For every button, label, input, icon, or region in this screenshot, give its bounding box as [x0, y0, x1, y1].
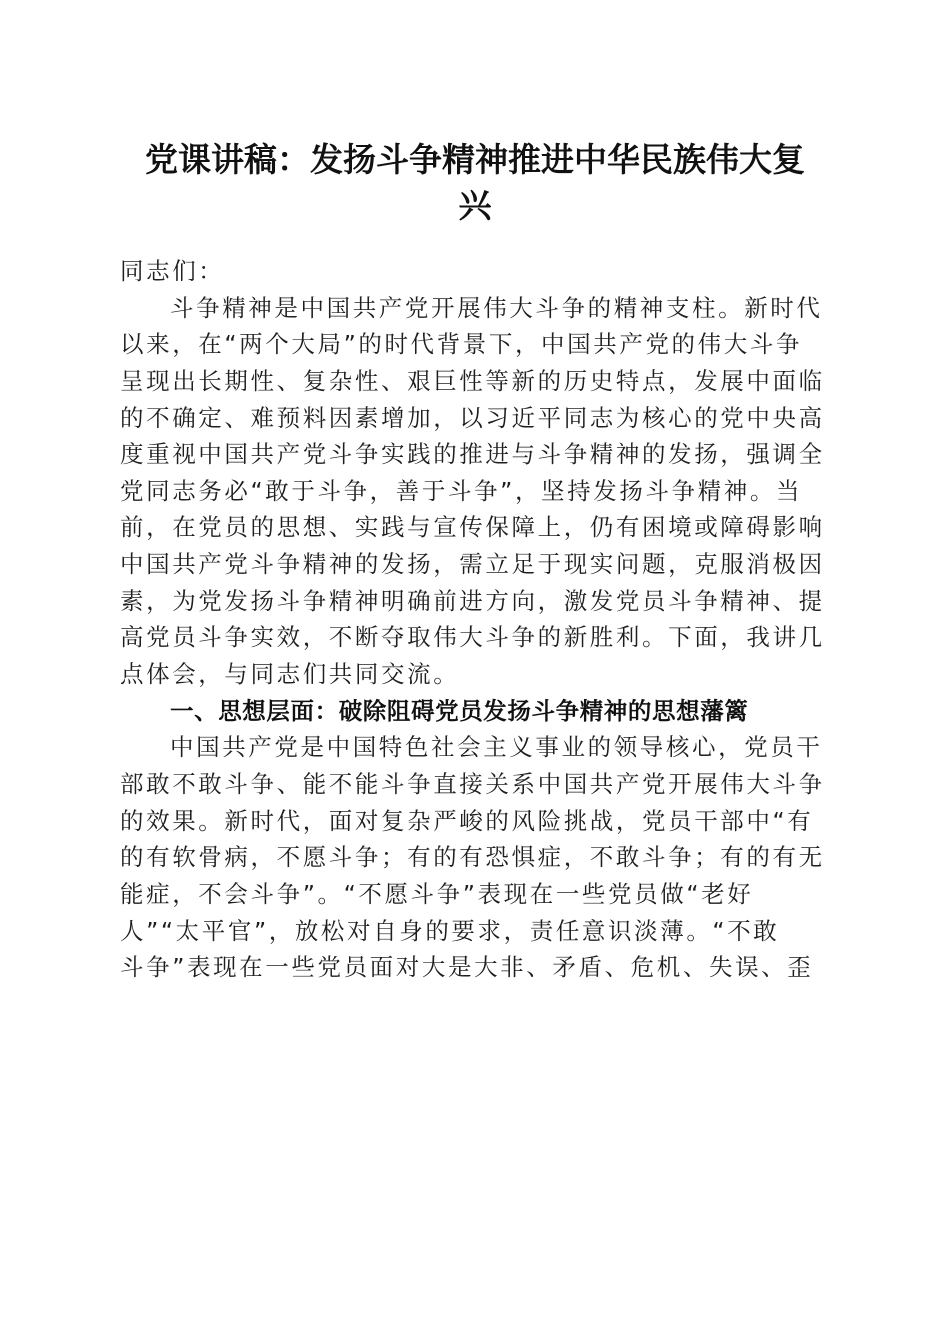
paragraph-line: 的不确定、难预料因素增加，以习近平同志为核心的党中央高 [120, 403, 825, 432]
paragraph-line: 中国共产党斗争精神的发扬，需立足于现实问题，克服消极因 [120, 550, 825, 579]
paragraph-line: 的有软骨病，不愿斗争；有的有恐惧症，不敢斗争；有的有无 [120, 843, 825, 872]
paragraph-line: 素，为党发扬斗争精神明确前进方向，激发党员斗争精神、提 [120, 586, 825, 615]
paragraph-line: 呈现出长期性、复杂性、艰巨性等新的历史特点，发展中面临 [120, 366, 825, 395]
paragraph-line: 高党员斗争实效，不断夺取伟大斗争的新胜利。下面，我讲几 [120, 623, 825, 652]
section-1-paragraph [120, 729, 830, 985]
paragraph-line: 中国共产党是中国特色社会主义事业的领导核心，党员干 [170, 733, 823, 762]
paragraph-line: 前，在党员的思想、实践与宣传保障上，仍有困境或障碍影响 [120, 513, 825, 542]
paragraph-line: 能症，不会斗争”。“不愿斗争”表现在一些党员做“老好 [120, 879, 754, 908]
paragraph-line: 人”“太平官”，放松对自身的要求，责任意识淡薄。“不敢 [120, 916, 780, 945]
title-line-2: 兴 [458, 186, 492, 225]
intro-paragraph [120, 290, 830, 693]
paragraph-line: 的效果。新时代，面对复杂严峻的风险挑战，党员干部中“有 [120, 806, 814, 835]
paragraph-line: 点体会，与同志们共同交流。 [120, 660, 460, 689]
paragraph-line: 斗争精神是中国共产党开展伟大斗争的精神支柱。新时代 [170, 293, 823, 322]
section-heading: 一、思想层面：破除阻碍党员发扬斗争精神的思想藩篱 [170, 696, 749, 725]
paragraph-line: 部敢不敢斗争、能不能斗争直接关系中国共产党开展伟大斗争 [120, 769, 825, 798]
paragraph-line: 斗争”表现在一些党员面对大是大非、矛盾、危机、失误、歪 [120, 953, 814, 982]
document-title [110, 137, 840, 229]
paragraph-line: 度重视中国共产党斗争实践的推进与斗争精神的发扬，强调全 [120, 440, 825, 469]
paragraph-line: 党同志务必“敢于斗争，善于斗争”，坚持发扬斗争精神。当 [120, 476, 803, 505]
title-line-1: 党课讲稿：发扬斗争精神推进中华民族伟大复 [145, 140, 805, 179]
document-body [120, 253, 830, 986]
paragraph-line: 以来，在“两个大局”的时代背景下，中国共产党的伟大斗争 [120, 330, 803, 359]
salutation: 同志们： [120, 257, 225, 285]
